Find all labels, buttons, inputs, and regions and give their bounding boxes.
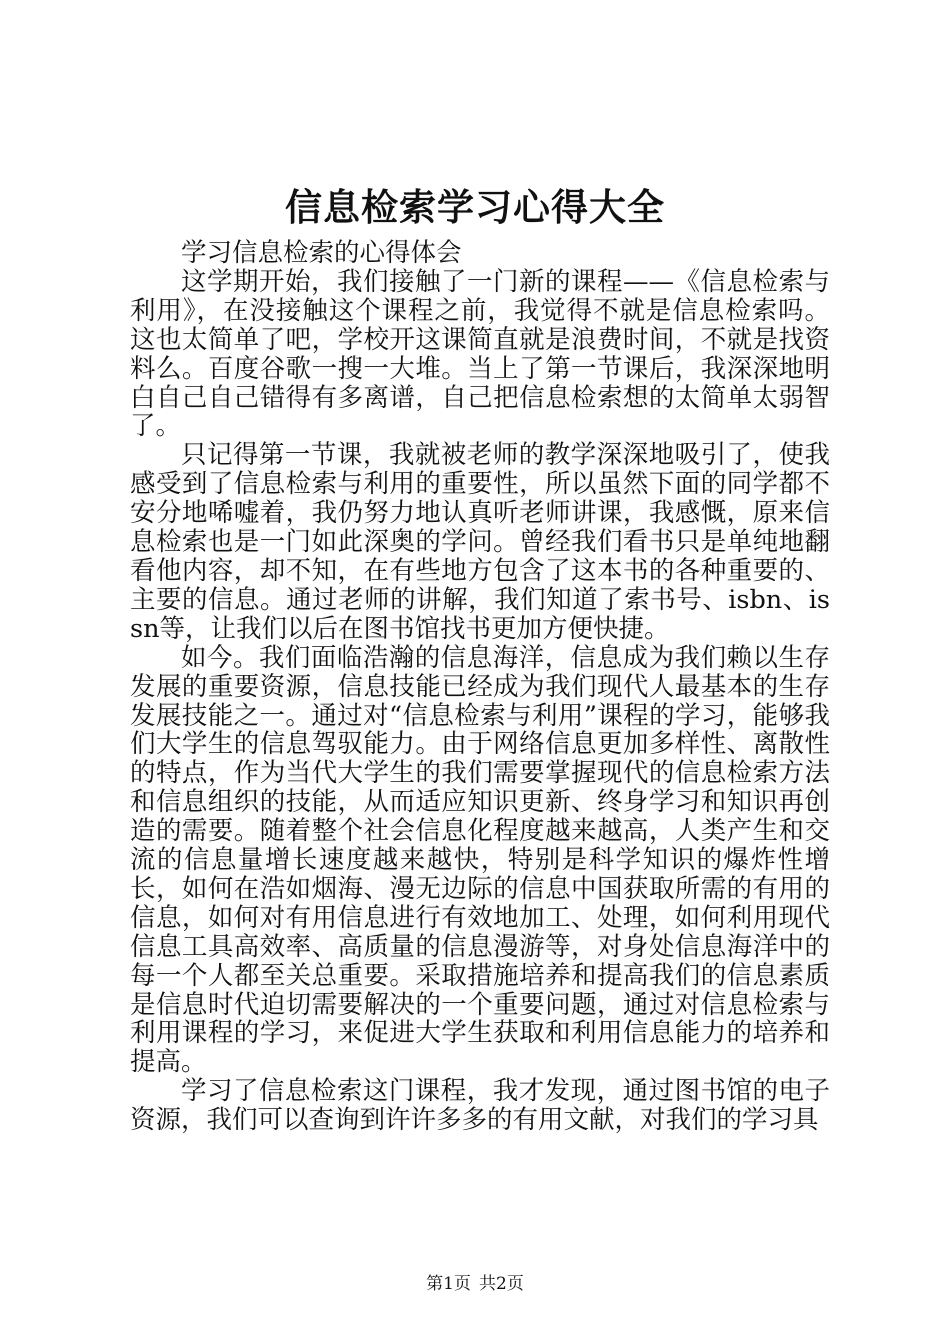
page-number-total: 共2页 <box>479 1274 524 1294</box>
paragraph: 只记得第一节课，我就被老师的教学深深地吸引了，使我感受到了信息检索与利用的重要性，所以虽然下面的同学都不安分地唏嘘着，我仍努力地认真听老师讲课，我感慨，原来信息检索也是一门如此深奥的学问。曾经我们看书只是单纯地翻看他内容，却不知，在有些地方包含了这本书的各种重要的、主要的信息。通过老师的讲解，我们知道了索书号、isbn、issn等，让我们以后在图书馆找书更加方便快捷。 <box>130 440 830 644</box>
page-footer <box>0 1272 950 1296</box>
page-number-current: 第1页 <box>426 1274 471 1294</box>
paragraph: 这学期开始，我们接触了一门新的课程——《信息检索与利用》，在没接触这个课程之前，我觉得不就是信息检索吗。这也太简单了吧，学校开这课简直就是浪费时间，不就是找资料么。百度谷歌一搜一大堆。当上了第一节课后，我深深地明白自己自己错得有多离谱，自己把信息检索想的太简单太弱智了。 <box>130 266 830 442</box>
paragraph-subtitle: 学习信息检索的心得体会 <box>181 238 462 268</box>
paragraph: 学习了信息检索这门课程，我才发现，通过图书馆的电子资源，我们可以查询到许许多多的有用文献，对我们的学习具 <box>130 1076 830 1136</box>
document-title: 信息检索学习心得大全 <box>285 186 665 229</box>
document-body <box>130 239 830 1135</box>
paragraph: 如今。我们面临浩瀚的信息海洋，信息成为我们赖以生存发展的重要资源，信息技能已经成为我们现代人最基本的生存发展技能之一。通过对“信息检索与利用”课程的学习，能够我们大学生的信息驾驭能力。由于网络信息更加多样性、离散性的特点，作为当代大学生的我们需要掌握现代的信息检索方法和信息组织的技能，从而适应知识更新、终身学习和知识再创造的需要。随着整个社会信息化程度越来越高，人类产生和交流的信息量增长速度越来越快，特别是科学知识的爆炸性增长，如何在浩如烟海、漫无边际的信息中国获取所需的有用的信息，如何对有用信息进行有效地加工、处理，如何利用现代信息工具高效率、高质量的信息漫游等，对身处信息海洋中的每一个人都至关总重要。采取措施培养和提高我们的信息素质是信息时代迫切需要解决的一个重要问题，通过对信息检索与利用课程的学习，来促进大学生获取和利用信息能力的培养和提高。 <box>130 642 830 1078</box>
